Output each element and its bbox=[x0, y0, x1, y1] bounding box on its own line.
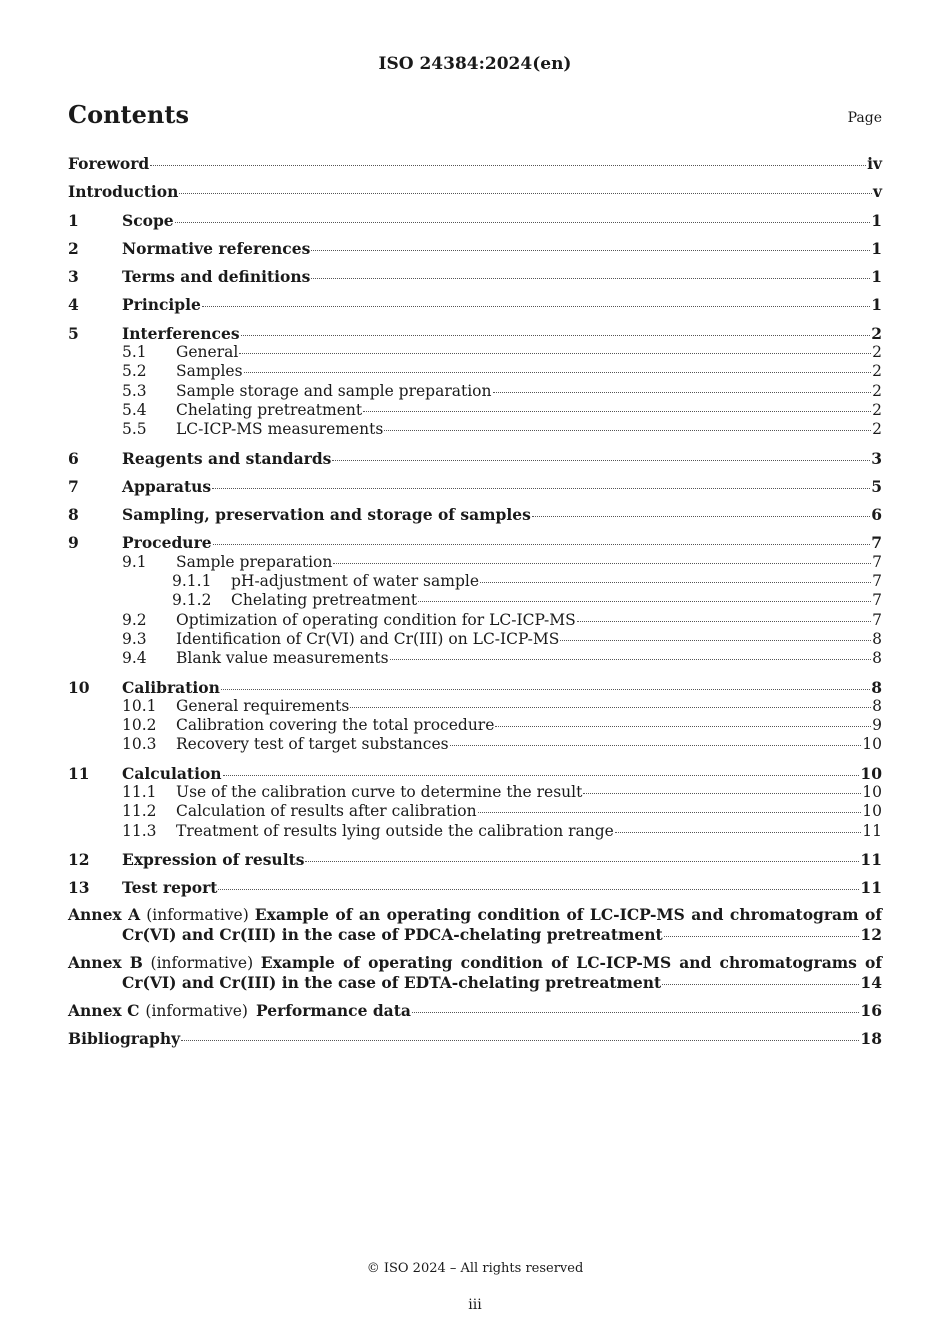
toc-entry-number: 8 bbox=[68, 505, 79, 525]
toc-entry-10-1[interactable] bbox=[68, 697, 882, 716]
toc-entry-5-1[interactable] bbox=[68, 343, 882, 362]
dot-leader bbox=[213, 544, 871, 545]
toc-entry-page: 1 bbox=[871, 267, 882, 287]
toc-entry-9-1[interactable] bbox=[68, 553, 882, 572]
dot-leader bbox=[223, 775, 860, 776]
document-id-header: ISO 24384:2024(en) bbox=[378, 54, 572, 74]
toc-entry-number: 11.2 bbox=[122, 802, 157, 821]
dot-leader bbox=[311, 250, 870, 251]
dot-leader bbox=[179, 193, 872, 194]
toc-entry-title: LC-ICP-MS measurements bbox=[176, 420, 384, 439]
dot-leader bbox=[221, 689, 870, 690]
dot-leader bbox=[532, 516, 870, 517]
toc-entry-page: 16 bbox=[860, 1000, 882, 1020]
dot-leader bbox=[333, 563, 871, 564]
toc-entry-annex-c[interactable] bbox=[68, 1001, 882, 1020]
toc-entry-number: 3 bbox=[68, 267, 79, 287]
toc-entry-title: Use of the calibration curve to determine the result bbox=[176, 783, 583, 802]
toc-entry-title: Calibration covering the total procedure bbox=[176, 716, 495, 735]
toc-entry-page: 10 bbox=[862, 802, 882, 821]
toc-entry-sampling[interactable] bbox=[68, 505, 882, 524]
annex-label: Annex B bbox=[68, 953, 143, 973]
toc-entry-title: Blank value measurements bbox=[176, 649, 389, 668]
toc-entry-scope[interactable] bbox=[68, 211, 882, 230]
toc-entry-title: General requirements bbox=[176, 696, 350, 715]
toc-entry-page: 7 bbox=[872, 591, 882, 610]
toc-entry-principle[interactable] bbox=[68, 295, 882, 314]
toc-entry-number: 5 bbox=[68, 323, 79, 343]
toc-entry-page: 7 bbox=[872, 610, 882, 629]
toc-entry-number: 9.2 bbox=[122, 610, 147, 629]
toc-entry-5-2[interactable] bbox=[68, 362, 882, 381]
toc-entry-9-1-1[interactable] bbox=[68, 572, 882, 591]
toc-entry-number: 10.3 bbox=[122, 735, 157, 754]
annex-type: (informative) bbox=[146, 905, 249, 924]
dot-leader bbox=[478, 812, 862, 813]
toc-entry-page: 1 bbox=[871, 295, 882, 315]
toc-entry-title: General bbox=[176, 343, 239, 362]
toc-entry-calibration[interactable] bbox=[68, 678, 882, 697]
toc-entry-title: Apparatus bbox=[122, 476, 212, 496]
annex-type: (informative) bbox=[150, 954, 254, 973]
toc-entry-title: Terms and definitions bbox=[122, 267, 311, 287]
toc-entry-title: Scope bbox=[122, 210, 174, 230]
toc-entry-procedure[interactable] bbox=[68, 533, 882, 552]
contents-title: Contents bbox=[68, 100, 189, 129]
toc-entry-title: Sample preparation bbox=[176, 552, 333, 571]
toc-entry-title: Test report bbox=[122, 878, 218, 898]
toc-entry-page: iv bbox=[867, 154, 882, 173]
toc-entry-title: Calculation of results after calibration bbox=[176, 802, 477, 821]
toc-entry-5-4[interactable] bbox=[68, 401, 882, 420]
annex-label: Annex A bbox=[68, 904, 141, 924]
page-column-label: Page bbox=[847, 110, 882, 126]
toc-entry-title: Chelating pretreatment bbox=[231, 591, 418, 610]
dot-leader bbox=[662, 984, 859, 985]
toc-entry-page: 5 bbox=[871, 476, 882, 496]
dot-leader bbox=[615, 832, 861, 833]
toc-entry-number: 5.1 bbox=[122, 343, 147, 362]
toc-entry-page: 1 bbox=[871, 238, 882, 258]
toc-entry-number: 5.3 bbox=[122, 381, 147, 400]
toc-entry-annex-a[interactable] bbox=[68, 905, 882, 945]
toc-entry-page: 10 bbox=[862, 735, 882, 754]
dot-leader bbox=[384, 430, 871, 431]
toc-entry-title: Bibliography bbox=[68, 1028, 181, 1048]
dot-leader bbox=[418, 601, 871, 602]
dot-leader bbox=[495, 726, 871, 727]
annex-title: Performance data bbox=[255, 1000, 411, 1020]
toc-entry-page: 14 bbox=[860, 973, 882, 993]
toc-entry-title: Recovery test of target substances bbox=[176, 735, 449, 754]
toc-entry-number: 7 bbox=[68, 476, 79, 496]
toc-entry-number: 9.1 bbox=[122, 552, 147, 571]
table-of-contents bbox=[68, 154, 882, 1048]
toc-entry-5-5[interactable] bbox=[68, 420, 882, 439]
dot-leader bbox=[480, 582, 871, 583]
toc-entry-title: Chelating pretreatment bbox=[176, 400, 363, 419]
toc-entry-page: 8 bbox=[872, 696, 882, 715]
toc-entry-number: 5.2 bbox=[122, 362, 147, 381]
page-number: iii bbox=[468, 1297, 482, 1313]
dot-leader bbox=[218, 889, 859, 890]
toc-entry-5-3[interactable] bbox=[68, 382, 882, 401]
annex-title-line1: Example of operating condition of LC-ICP-MS and chromatograms of bbox=[260, 953, 882, 973]
toc-entry-title: Sampling, preservation and storage of samples bbox=[122, 505, 531, 525]
toc-entry-apparatus[interactable] bbox=[68, 477, 882, 496]
toc-entry-reagents-and-standards[interactable] bbox=[68, 449, 882, 468]
toc-entry-11-3[interactable] bbox=[68, 822, 882, 841]
dot-leader bbox=[311, 278, 870, 279]
toc-entry-number: 10.1 bbox=[122, 696, 157, 715]
toc-entry-page: 6 bbox=[871, 505, 882, 525]
annex-type: (informative) bbox=[145, 1001, 248, 1020]
toc-entry-page: 2 bbox=[872, 400, 882, 419]
annex-title-line2: Cr(VI) and Cr(III) in the case of EDTA-chelating pretreatment bbox=[122, 973, 662, 993]
toc-entry-interferences[interactable] bbox=[68, 324, 882, 343]
toc-entry-page: 18 bbox=[860, 1028, 882, 1048]
toc-entry-page: 8 bbox=[871, 677, 882, 697]
toc-entry-9-2[interactable] bbox=[68, 611, 882, 630]
toc-entry-number: 6 bbox=[68, 448, 79, 468]
dot-leader bbox=[350, 707, 871, 708]
toc-entry-number: 10 bbox=[68, 677, 90, 697]
toc-entry-terms-and-definitions[interactable] bbox=[68, 267, 882, 286]
dot-leader bbox=[664, 936, 860, 937]
dot-leader bbox=[577, 621, 871, 622]
toc-entry-page: 2 bbox=[872, 381, 882, 400]
toc-entry-page: 7 bbox=[872, 552, 882, 571]
toc-entry-title: Optimization of operating condition for LC-ICP-MS bbox=[176, 610, 576, 629]
toc-entry-number: 11.1 bbox=[122, 783, 157, 802]
toc-entry-foreword[interactable] bbox=[68, 154, 882, 173]
toc-entry-page: 9 bbox=[872, 716, 882, 735]
annex-title-line2: Cr(VI) and Cr(III) in the case of PDCA-chelating pretreatment bbox=[122, 924, 663, 944]
dot-leader bbox=[390, 659, 872, 660]
toc-entry-title: Sample storage and sample preparation bbox=[176, 381, 492, 400]
toc-entry-page: 7 bbox=[871, 533, 882, 553]
toc-entry-page: 3 bbox=[871, 448, 882, 468]
annex-label: Annex C bbox=[68, 1000, 140, 1020]
toc-entry-number: 2 bbox=[68, 238, 79, 258]
toc-entry-number: 4 bbox=[68, 295, 79, 315]
toc-entry-number: 9.1.1 bbox=[172, 572, 212, 591]
toc-entry-test-report[interactable] bbox=[68, 878, 882, 897]
toc-entry-title: Interferences bbox=[122, 323, 240, 343]
toc-entry-9-1-2[interactable] bbox=[68, 591, 882, 610]
annex-title-line1: Example of an operating condition of LC-ICP-MS and chromatogram of bbox=[254, 904, 882, 924]
toc-entry-page: 11 bbox=[862, 821, 882, 840]
dot-leader bbox=[175, 222, 871, 223]
toc-entry-number: 11 bbox=[68, 763, 90, 783]
toc-entry-title: Reagents and standards bbox=[122, 448, 332, 468]
toc-entry-page: 8 bbox=[872, 649, 882, 668]
toc-entry-page: 11 bbox=[860, 849, 882, 869]
toc-entry-number: 13 bbox=[68, 878, 90, 898]
toc-entry-page: 7 bbox=[872, 572, 882, 591]
toc-entry-9-4[interactable] bbox=[68, 649, 882, 668]
toc-entry-number: 9.3 bbox=[122, 629, 147, 648]
toc-entry-number: 9.1.2 bbox=[172, 591, 212, 610]
dot-leader bbox=[493, 392, 872, 393]
toc-entry-title: Identification of Cr(VI) and Cr(III) on LC-ICP-MS bbox=[176, 629, 560, 648]
toc-entry-page: 10 bbox=[860, 763, 882, 783]
dot-leader bbox=[332, 460, 870, 461]
toc-entry-number: 11.3 bbox=[122, 821, 157, 840]
toc-entry-page: v bbox=[872, 182, 882, 202]
toc-entry-page: 8 bbox=[872, 629, 882, 648]
toc-entry-number: 10.2 bbox=[122, 716, 157, 735]
dot-leader bbox=[363, 411, 871, 412]
toc-entry-title: Expression of results bbox=[122, 849, 305, 869]
toc-entry-calculation[interactable] bbox=[68, 764, 882, 783]
dot-leader bbox=[244, 372, 872, 373]
toc-entry-title: Procedure bbox=[122, 533, 212, 553]
toc-entry-11-1[interactable] bbox=[68, 783, 882, 802]
toc-entry-title: Foreword bbox=[68, 154, 150, 173]
toc-entry-title: Principle bbox=[122, 295, 201, 315]
toc-entry-page: 11 bbox=[860, 878, 882, 898]
toc-entry-page: 2 bbox=[872, 343, 882, 362]
toc-entry-title: Samples bbox=[176, 362, 243, 381]
dot-leader bbox=[150, 165, 866, 166]
toc-entry-10-3[interactable] bbox=[68, 735, 882, 754]
toc-entry-page: 1 bbox=[871, 210, 882, 230]
toc-entry-10-2[interactable] bbox=[68, 716, 882, 735]
toc-entry-number: 1 bbox=[68, 210, 79, 230]
toc-entry-page: 2 bbox=[872, 362, 882, 381]
toc-entry-expression-of-results[interactable] bbox=[68, 850, 882, 869]
toc-entry-annex-b[interactable] bbox=[68, 953, 882, 993]
dot-leader bbox=[583, 793, 861, 794]
toc-entry-page: 2 bbox=[871, 323, 882, 343]
dot-leader bbox=[450, 745, 862, 746]
toc-entry-number: 9 bbox=[68, 533, 79, 553]
dot-leader bbox=[202, 306, 870, 307]
dot-leader bbox=[412, 1012, 860, 1013]
toc-entry-title: pH-adjustment of water sample bbox=[231, 572, 480, 591]
toc-entry-title: Calibration bbox=[122, 677, 220, 697]
toc-entry-page: 12 bbox=[860, 924, 882, 944]
toc-entry-title: Calculation bbox=[122, 763, 222, 783]
toc-entry-11-2[interactable] bbox=[68, 802, 882, 821]
dot-leader bbox=[239, 353, 871, 354]
toc-entry-number: 5.4 bbox=[122, 400, 147, 419]
dot-leader bbox=[305, 861, 859, 862]
toc-entry-page: 2 bbox=[872, 420, 882, 439]
dot-leader bbox=[560, 640, 871, 641]
toc-entry-bibliography[interactable] bbox=[68, 1029, 882, 1048]
dot-leader bbox=[241, 335, 871, 336]
toc-entry-title: Treatment of results lying outside the calibration range bbox=[176, 821, 614, 840]
toc-entry-9-3[interactable] bbox=[68, 630, 882, 649]
copyright-footer: © ISO 2024 – All rights reserved bbox=[366, 1261, 584, 1276]
toc-entry-normative-references[interactable] bbox=[68, 239, 882, 258]
toc-entry-number: 12 bbox=[68, 849, 90, 869]
dot-leader bbox=[181, 1040, 859, 1041]
toc-entry-number: 9.4 bbox=[122, 649, 147, 668]
toc-entry-title: Introduction bbox=[68, 182, 179, 202]
dot-leader bbox=[212, 488, 870, 489]
toc-entry-introduction[interactable] bbox=[68, 182, 882, 201]
toc-entry-page: 10 bbox=[862, 783, 882, 802]
toc-entry-title: Normative references bbox=[122, 238, 311, 258]
toc-entry-number: 5.5 bbox=[122, 420, 147, 439]
